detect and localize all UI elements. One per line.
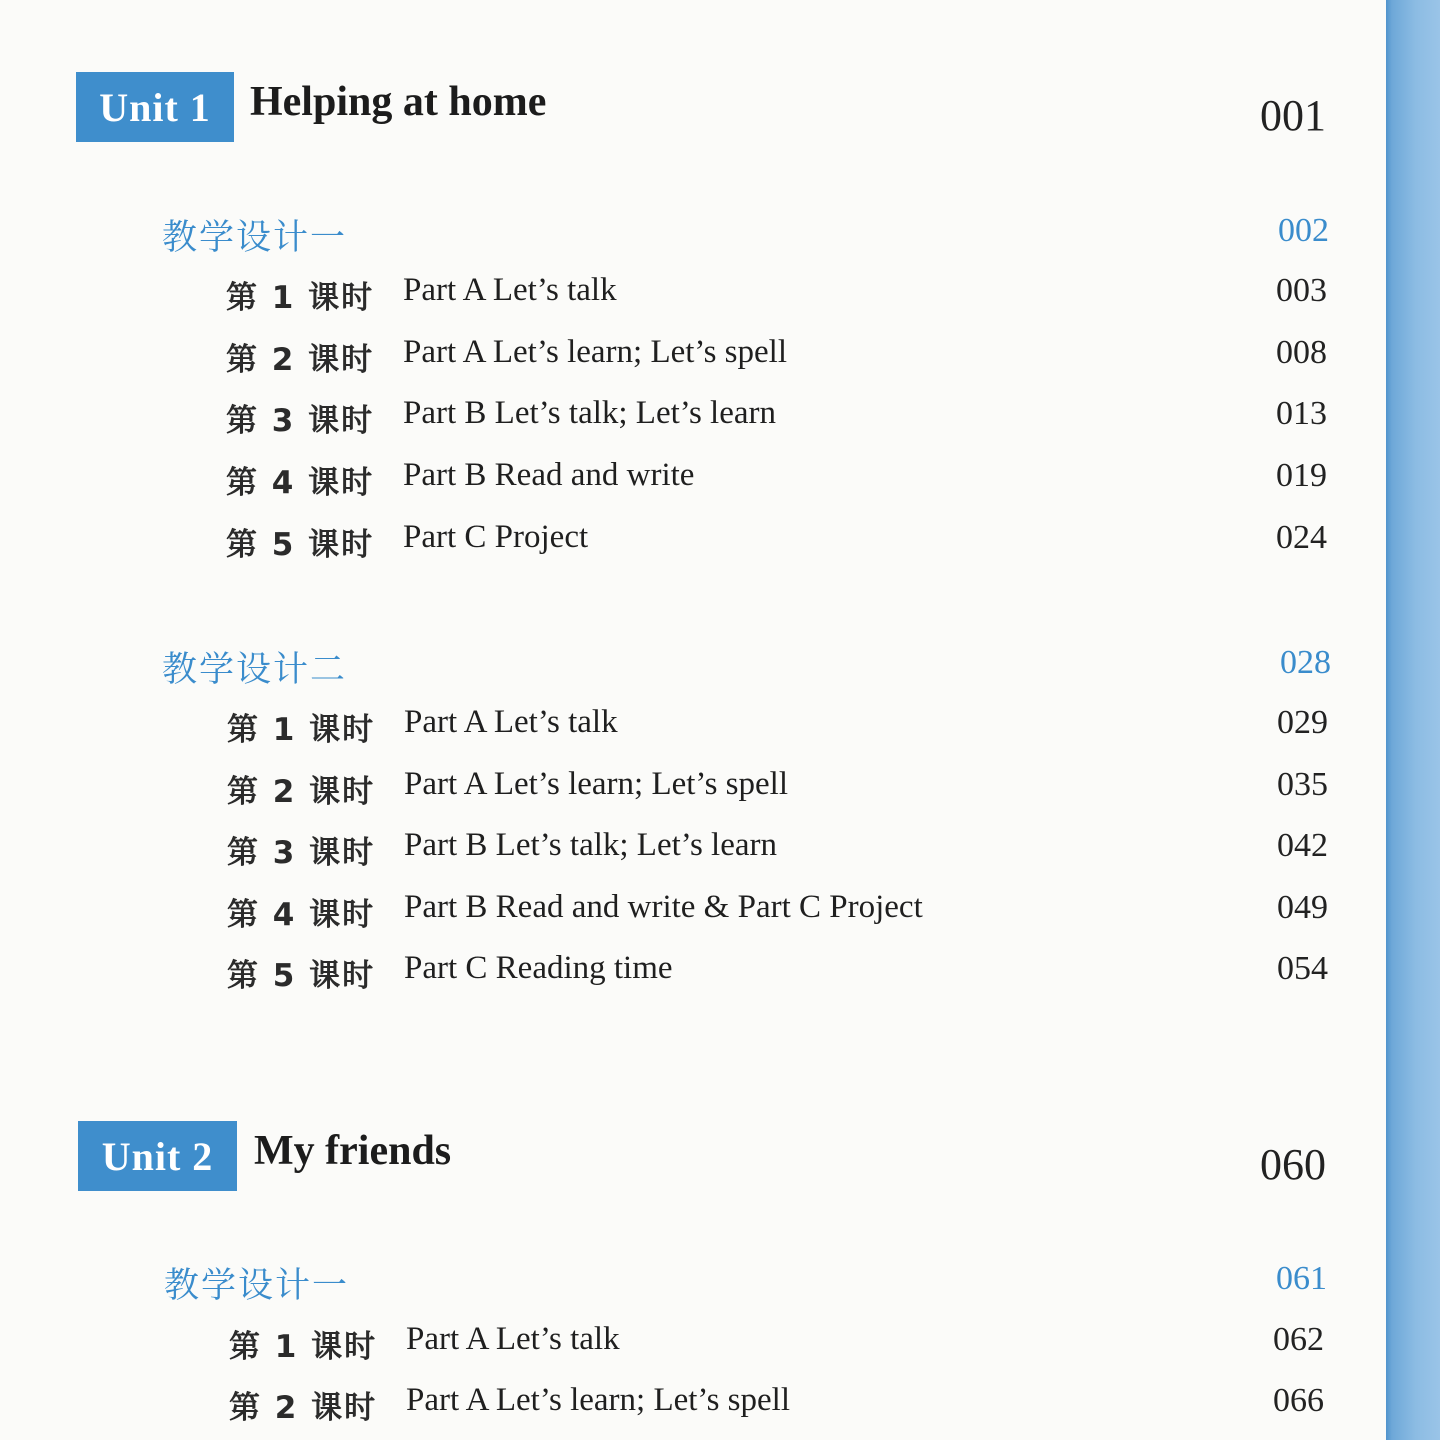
lesson-label: 第 4 课时 xyxy=(226,465,375,501)
lesson-title: Part A Let’s talk xyxy=(403,272,617,308)
lesson-page-number: 024 xyxy=(1276,519,1327,556)
lesson-page-number: 054 xyxy=(1277,950,1328,987)
unit-header xyxy=(0,1121,1380,1201)
lesson-page-number: 049 xyxy=(1277,889,1328,926)
lesson-page-number: 035 xyxy=(1277,766,1328,803)
toc-entry[interactable] xyxy=(0,766,1380,812)
section-heading xyxy=(0,642,1380,692)
section-page-number: 061 xyxy=(1276,1260,1327,1297)
lesson-label: 第 1 课时 xyxy=(229,1329,378,1365)
lesson-label: 第 2 课时 xyxy=(226,342,375,378)
lesson-title: Part A Let’s learn; Let’s spell xyxy=(403,334,788,370)
section-title[interactable]: 教学设计一 xyxy=(162,218,348,258)
lesson-title: Part A Let’s learn; Let’s spell xyxy=(404,766,789,802)
toc-entry[interactable] xyxy=(0,272,1380,318)
unit-title[interactable]: My friends xyxy=(254,1128,452,1174)
unit-page-number: 060 xyxy=(1260,1140,1326,1189)
lesson-title: Part A Let’s learn; Let’s spell xyxy=(406,1382,791,1418)
unit-header xyxy=(0,72,1380,152)
lesson-title: Part B Let’s talk; Let’s learn xyxy=(404,827,777,863)
lesson-title: Part B Let’s talk; Let’s learn xyxy=(403,395,776,431)
toc-entry[interactable] xyxy=(0,704,1380,750)
lesson-label: 第 5 课时 xyxy=(226,527,375,563)
lesson-page-number: 042 xyxy=(1277,827,1328,864)
unit-badge: Unit 1 xyxy=(76,72,234,142)
lesson-page-number: 066 xyxy=(1273,1382,1324,1419)
lesson-label: 第 2 课时 xyxy=(227,774,376,810)
section-heading xyxy=(0,1258,1380,1308)
lesson-label: 第 1 课时 xyxy=(227,712,376,748)
lesson-title: Part B Read and write xyxy=(403,457,695,493)
section-heading xyxy=(0,210,1380,260)
lesson-label: 第 1 课时 xyxy=(226,280,375,316)
lesson-page-number: 008 xyxy=(1276,334,1327,371)
lesson-title: Part A Let’s talk xyxy=(404,704,618,740)
lesson-title: Part B Read and write & Part C Project xyxy=(404,889,923,925)
toc-entry[interactable] xyxy=(0,519,1380,565)
lesson-page-number: 029 xyxy=(1277,704,1328,741)
lesson-page-number: 062 xyxy=(1273,1321,1324,1358)
lesson-title: Part C Project xyxy=(403,519,589,555)
toc-entry[interactable] xyxy=(0,395,1380,441)
section-page-number: 002 xyxy=(1278,212,1329,249)
section-title[interactable]: 教学设计一 xyxy=(164,1266,350,1306)
toc-entry[interactable] xyxy=(0,1382,1380,1428)
toc-entry[interactable] xyxy=(0,950,1380,996)
lesson-page-number: 019 xyxy=(1276,457,1327,494)
section-page-number: 028 xyxy=(1280,644,1331,681)
lesson-title: Part C Reading time xyxy=(404,950,673,986)
toc-entry[interactable] xyxy=(0,889,1380,935)
page-edge-stripe xyxy=(1386,0,1440,1440)
section-title[interactable]: 教学设计二 xyxy=(162,650,348,690)
lesson-page-number: 013 xyxy=(1276,395,1327,432)
toc-entry[interactable] xyxy=(0,827,1380,873)
lesson-label: 第 3 课时 xyxy=(227,835,376,871)
lesson-label: 第 5 课时 xyxy=(227,958,376,994)
toc-entry[interactable] xyxy=(0,334,1380,380)
lesson-label: 第 3 课时 xyxy=(226,403,375,439)
unit-title[interactable]: Helping at home xyxy=(250,79,547,125)
unit-page-number: 001 xyxy=(1260,91,1326,140)
lesson-label: 第 4 课时 xyxy=(227,897,376,933)
lesson-label: 第 2 课时 xyxy=(229,1390,378,1426)
toc-entry[interactable] xyxy=(0,457,1380,503)
lesson-title: Part A Let’s talk xyxy=(406,1321,620,1357)
toc-entry[interactable] xyxy=(0,1321,1380,1367)
unit-badge: Unit 2 xyxy=(78,1121,237,1191)
lesson-page-number: 003 xyxy=(1276,272,1327,309)
